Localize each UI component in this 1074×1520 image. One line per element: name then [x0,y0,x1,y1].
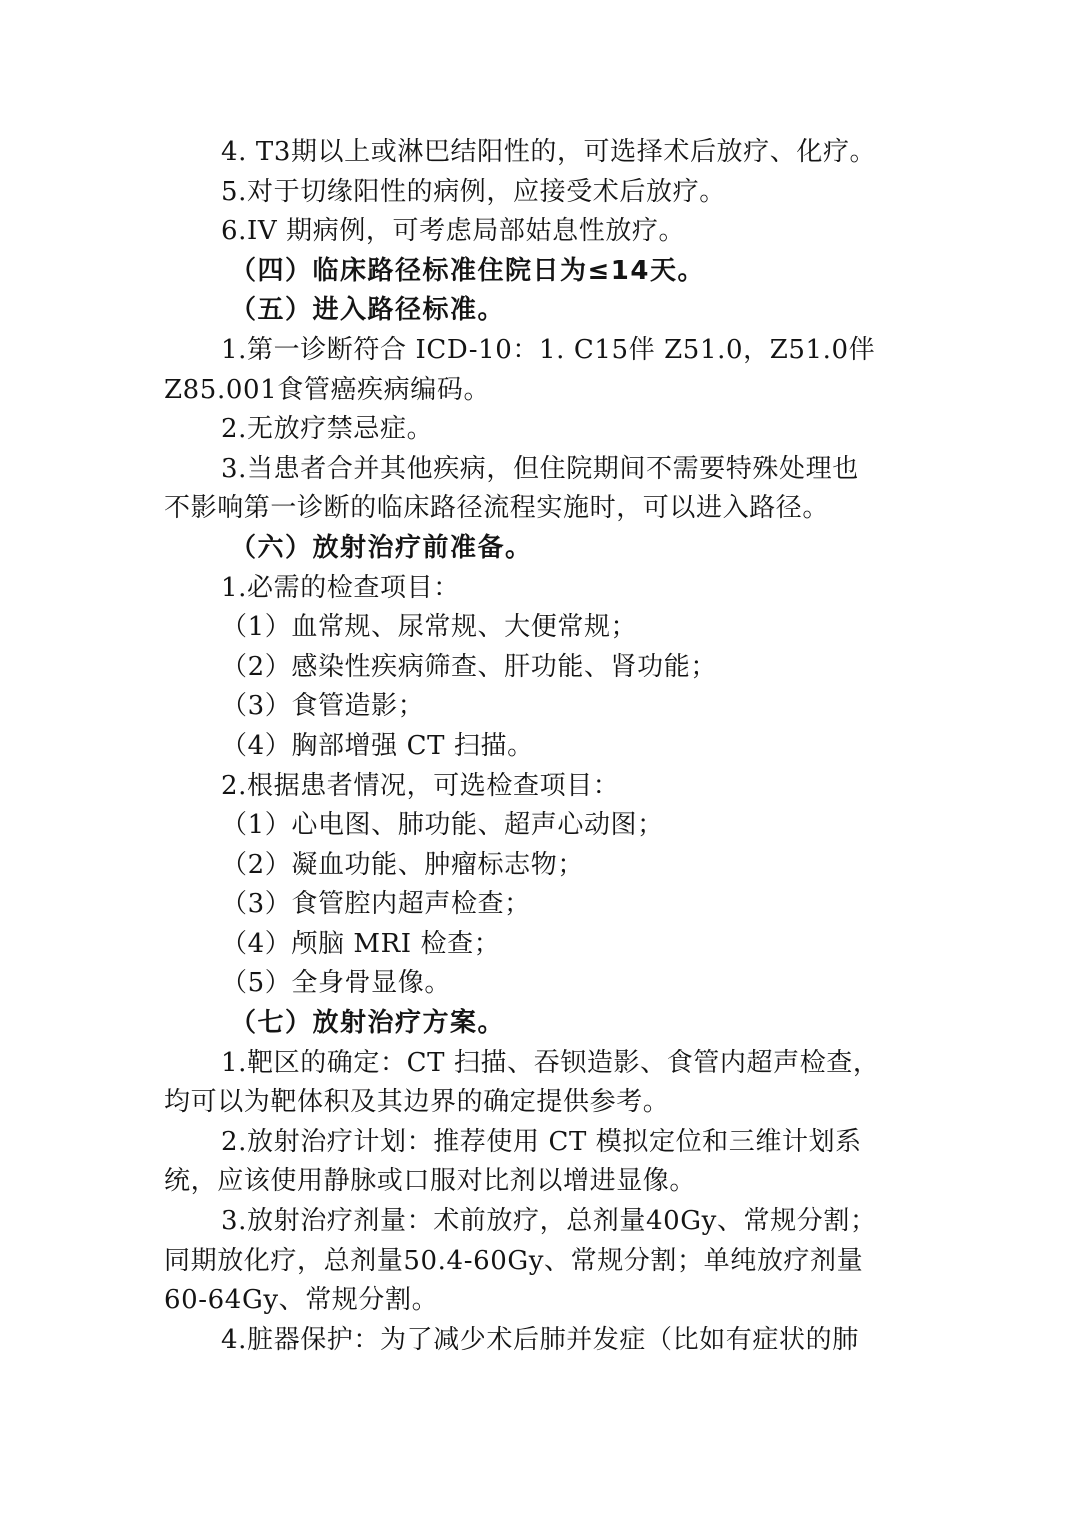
list-item: （4）颅脑 MRI 检查； [221,928,501,959]
text-line: 均可以为靶体积及其边界的确定提供参考。 [164,1087,670,1118]
section-heading: （七）放射治疗方案。 [230,1008,506,1039]
text-line: 4.脏器保护：为了减少术后肺并发症（比如有症状的肺 [221,1324,859,1355]
text-line: 3.放射治疗剂量：术前放疗，总剂量40Gy、常规分割； [221,1206,877,1237]
list-item: （3）食管腔内超声检查； [221,889,531,920]
text-line: 2.无放疗禁忌症。 [221,414,434,445]
text-line: 3.当患者合并其他疾病，但住院期间不需要特殊处理也 [221,453,859,484]
text-line: 统，应该使用静脉或口服对比剂以增进显像。 [164,1166,697,1197]
text-line: 同期放化疗，总剂量50.4-60Gy、常规分割；单纯放疗剂量 [164,1245,864,1276]
text-line: 1.第一诊断符合 ICD-10：1. C15伴 Z51.0，Z51.0伴 [221,334,876,365]
list-item: （2）感染性疾病筛查、肝功能、肾功能； [221,651,717,682]
text-line: 1.必需的检查项目： [221,572,460,603]
text-line: Z85.001食管癌疾病编码。 [164,374,491,405]
text-line: 4. T3期以上或淋巴结阳性的，可选择术后放疗、化疗。 [221,137,877,167]
section-heading: （五）进入路径标准。 [230,295,506,326]
list-item: （4）胸部增强 CT 扫描。 [221,730,534,761]
text-line: 2.放射治疗计划：推荐使用 CT 模拟定位和三维计划系 [221,1126,862,1157]
list-item: （3）食管造影； [221,691,425,722]
list-item: （1）血常规、尿常规、大便常规； [221,612,638,643]
text-line: 2.根据患者情况，可选检查项目： [221,770,620,801]
text-line: 不影响第一诊断的临床路径流程实施时，可以进入路径。 [164,493,830,524]
text-line: 5.对于切缘阳性的病例，应接受术后放疗。 [221,176,726,207]
section-heading: （四）临床路径标准住院日为≤14天。 [230,255,705,286]
list-item: （1）心电图、肺功能、超声心动图； [221,810,664,841]
text-line: 60-64Gy、常规分割。 [164,1285,439,1316]
text-line: 1.靶区的确定：CT 扫描、吞钡造影、食管内超声检查， [221,1047,880,1078]
list-item: （2）凝血功能、肿瘤标志物； [221,849,584,880]
text-line: 6.IV 期病例，可考虑局部姑息性放疗。 [221,216,686,247]
list-item: （5）全身骨显像。 [221,968,451,999]
section-heading: （六）放射治疗前准备。 [230,532,533,563]
document-body [164,133,916,1360]
